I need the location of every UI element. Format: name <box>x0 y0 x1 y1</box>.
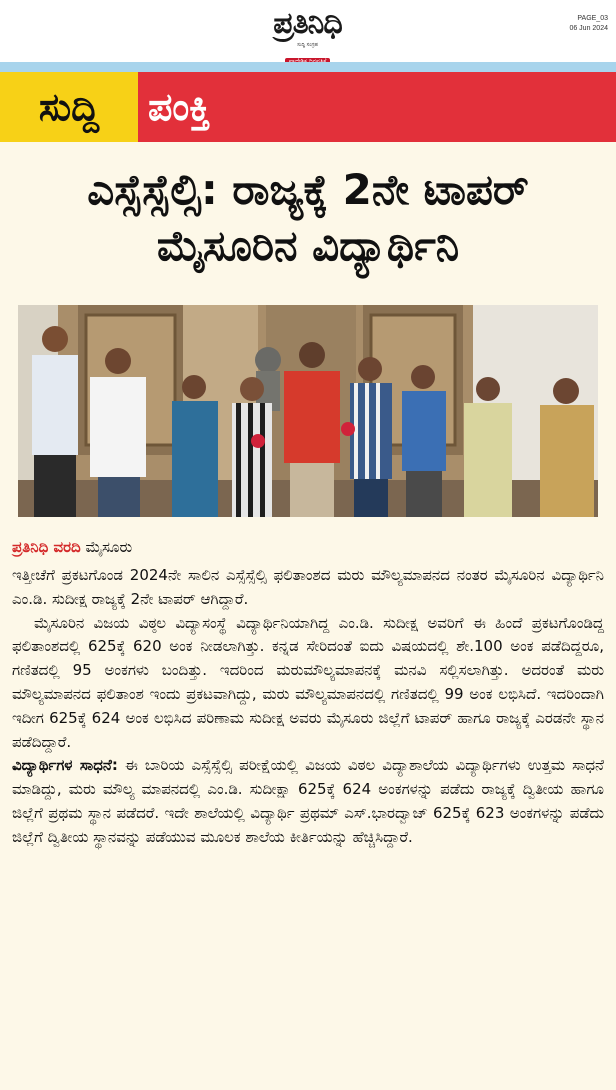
headline-line-2: ಮೈಸೂರಿನ ವಿದ್ಯಾರ್ಥಿನಿ <box>156 221 460 270</box>
article-byline <box>12 537 604 557</box>
newspaper-logo <box>245 6 370 62</box>
section-label-left <box>0 72 138 142</box>
article-paragraph-text: ಈ ಬಾರಿಯ ಎಸ್ಸೆಸ್ಸೆಲ್ಸಿ ಪರೀಕ್ಷೆಯಲ್ಲಿ ವಿಜಯ ವಿಠಲ ವಿದ್ಯಾಶಾಲೆಯ ವಿದ್ಯಾರ್ಥಿಗಳು ಉತ್ತಮ ಸಾಧನೆ ಮಾಡಿದ್ದು, ಮರು ಮೌಲ್ಯ ಮಾಪನದಲ್ಲಿ ಎಂ.ಡಿ. ಸುದೀಕ್ಷಾ 625ಕ್ಕೆ 624 ಅಂಕಗಳನ್ನು ಪಡೆದು ರಾಜ್ಯಕ್ಕೆ ದ್ವಿತೀಯ ಹಾಗೂ ಜಿಲ್ಲೆಗೆ ಪ್ರಥಮ ಸ್ಥಾನ ಪಡೆದರೆ. ಇದೇ ಶಾಲೆಯಲ್ಲಿ ವಿದ್ಯಾರ್ಥಿ ಪ್ರಥಮ್ ಎಸ್.ಭಾರದ್ವಾಜ್ 625ಕ್ಕೆ 623 ಅಂಕಗಳನ್ನು ಪಡೆದು ಜಿಲ್ಲೆಗೆ ದ್ವಿತೀಯ ಸ್ಥಾನವನ್ನು ಪಡೆಯುವ ಮೂಲಕ ಶಾಲೆಯ ಕೀರ್ತಿಯನ್ನು ಹೆಚ್ಚಿಸಿದ್ದಾರೆ. <box>12 756 604 846</box>
article-photo <box>18 305 598 517</box>
headline-line-1: ಎಸ್ಸೆಸ್ಸೆಲ್ಸಿ: ರಾಜ್ಯಕ್ಕೆ 2ನೇ ಟಾಪರ್ <box>87 165 529 214</box>
page-info <box>569 14 608 34</box>
article-headline <box>10 162 606 274</box>
byline-place: ಮೈಸೂರು <box>85 538 133 556</box>
page-header <box>0 0 616 62</box>
page-date: 06 Jun 2024 <box>569 25 608 32</box>
masthead-title: ಪ್ರತಿನಿಧಿ <box>273 6 342 41</box>
article-subhead: ವಿದ್ಯಾರ್ಥಿಗಳ ಸಾಧನೆ: <box>12 756 118 775</box>
article-body <box>12 564 604 850</box>
article-paragraph: ಮೈಸೂರಿನ ವಿಜಯ ವಿಠ್ಠಲ ವಿದ್ಯಾಸಂಸ್ಥೆ ವಿದ್ಯಾರ್ಥಿನಿಯಾಗಿದ್ದ ಎಂ.ಡಿ. ಸುದೀಕ್ಷ ಅವರಿಗೆ ಈ ಹಿಂದೆ ಪ್ರಕಟಗೊಂಡಿದ್ದ ಫಲಿತಾಂಶದಲ್ಲಿ 625ಕ್ಕೆ 620 ಅಂಕ ನೀಡಲಾಗಿತ್ತು. ಕನ್ನಡ ಸೇರಿದಂತೆ ಐದು ವಿಷಯದಲ್ಲಿ ಶೇ.100 ಅಂಕ ಪಡೆದಿದ್ದರೂ, ಗಣಿತದಲ್ಲಿ 95 ಅಂಕಗಳು ಬಂದಿತ್ತು. ಇದರಿಂದ ಮರುಮೌಲ್ಯಮಾಪನಕ್ಕೆ ಮನವಿ ಸಲ್ಲಿಸಲಾಗಿತ್ತು. ಅದರಂತೆ ಮರು ಮೌಲ್ಯಮಾಪನದ ಫಲಿತಾಂಶ ಇಂದು ಪ್ರಕಟವಾಗಿದ್ದು, ಮರು ಮೌಲ್ಯಮಾಪನದಲ್ಲಿ ಗಣಿತದಲ್ಲಿ 99 ಅಂಕ ಲಭಿಸಿದೆ. ಇದರಿಂದಾಗಿ ಇದೀಗ 625ಕ್ಕೆ 624 ಅಂಕ ಲಭಿಸಿದ ಪರಿಣಾಮ ಸುದೀಕ್ಷ ಅವರು ಮೈಸೂರು ಜಿಲ್ಲೆಗೆ ಟಾಪರ್ ಹಾಗೂ ರಾಜ್ಯಕ್ಕೆ ಎರಡನೇ ಸ್ಥಾನ ಪಡೆದಿದ್ದಾರೆ. <box>12 613 604 751</box>
masthead-tagline: ಸುದ್ದಿ ಸಂಗ್ರಹ <box>297 42 318 48</box>
section-band <box>0 72 616 142</box>
byline-source: ಪ್ರತಿನಿಧಿ ವರದಿ <box>12 538 81 556</box>
header-divider-strip <box>0 62 616 72</box>
section-label-left-text: ಸುದ್ದಿ <box>38 84 100 129</box>
group-photo-illustration <box>18 305 598 517</box>
section-label-right <box>138 72 616 142</box>
article-paragraph: ಇತ್ತೀಚೆಗೆ ಪ್ರಕಟಗೊಂಡ 2024ನೇ ಸಾಲಿನ ಎಸ್ಸೆಸ್ಸೆಲ್ಸಿ ಫಲಿತಾಂಶದ ಮರು ಮೌಲ್ಯಮಾಪನದ ನಂತರ ಮೈಸೂರಿನ ವಿದ್ಯಾರ್ಥಿನಿ ಎಂ.ಡಿ. ಸುದೀಕ್ಷ ರಾಜ್ಯಕ್ಕೆ 2ನೇ ಟಾಪರ್ ಆಗಿದ್ದಾರೆ. <box>12 566 604 608</box>
article-paragraph <box>12 754 604 849</box>
section-label-right-text: ಪಂಕ್ತಿ <box>148 84 211 129</box>
page-number: PAGE_03 <box>577 15 608 22</box>
